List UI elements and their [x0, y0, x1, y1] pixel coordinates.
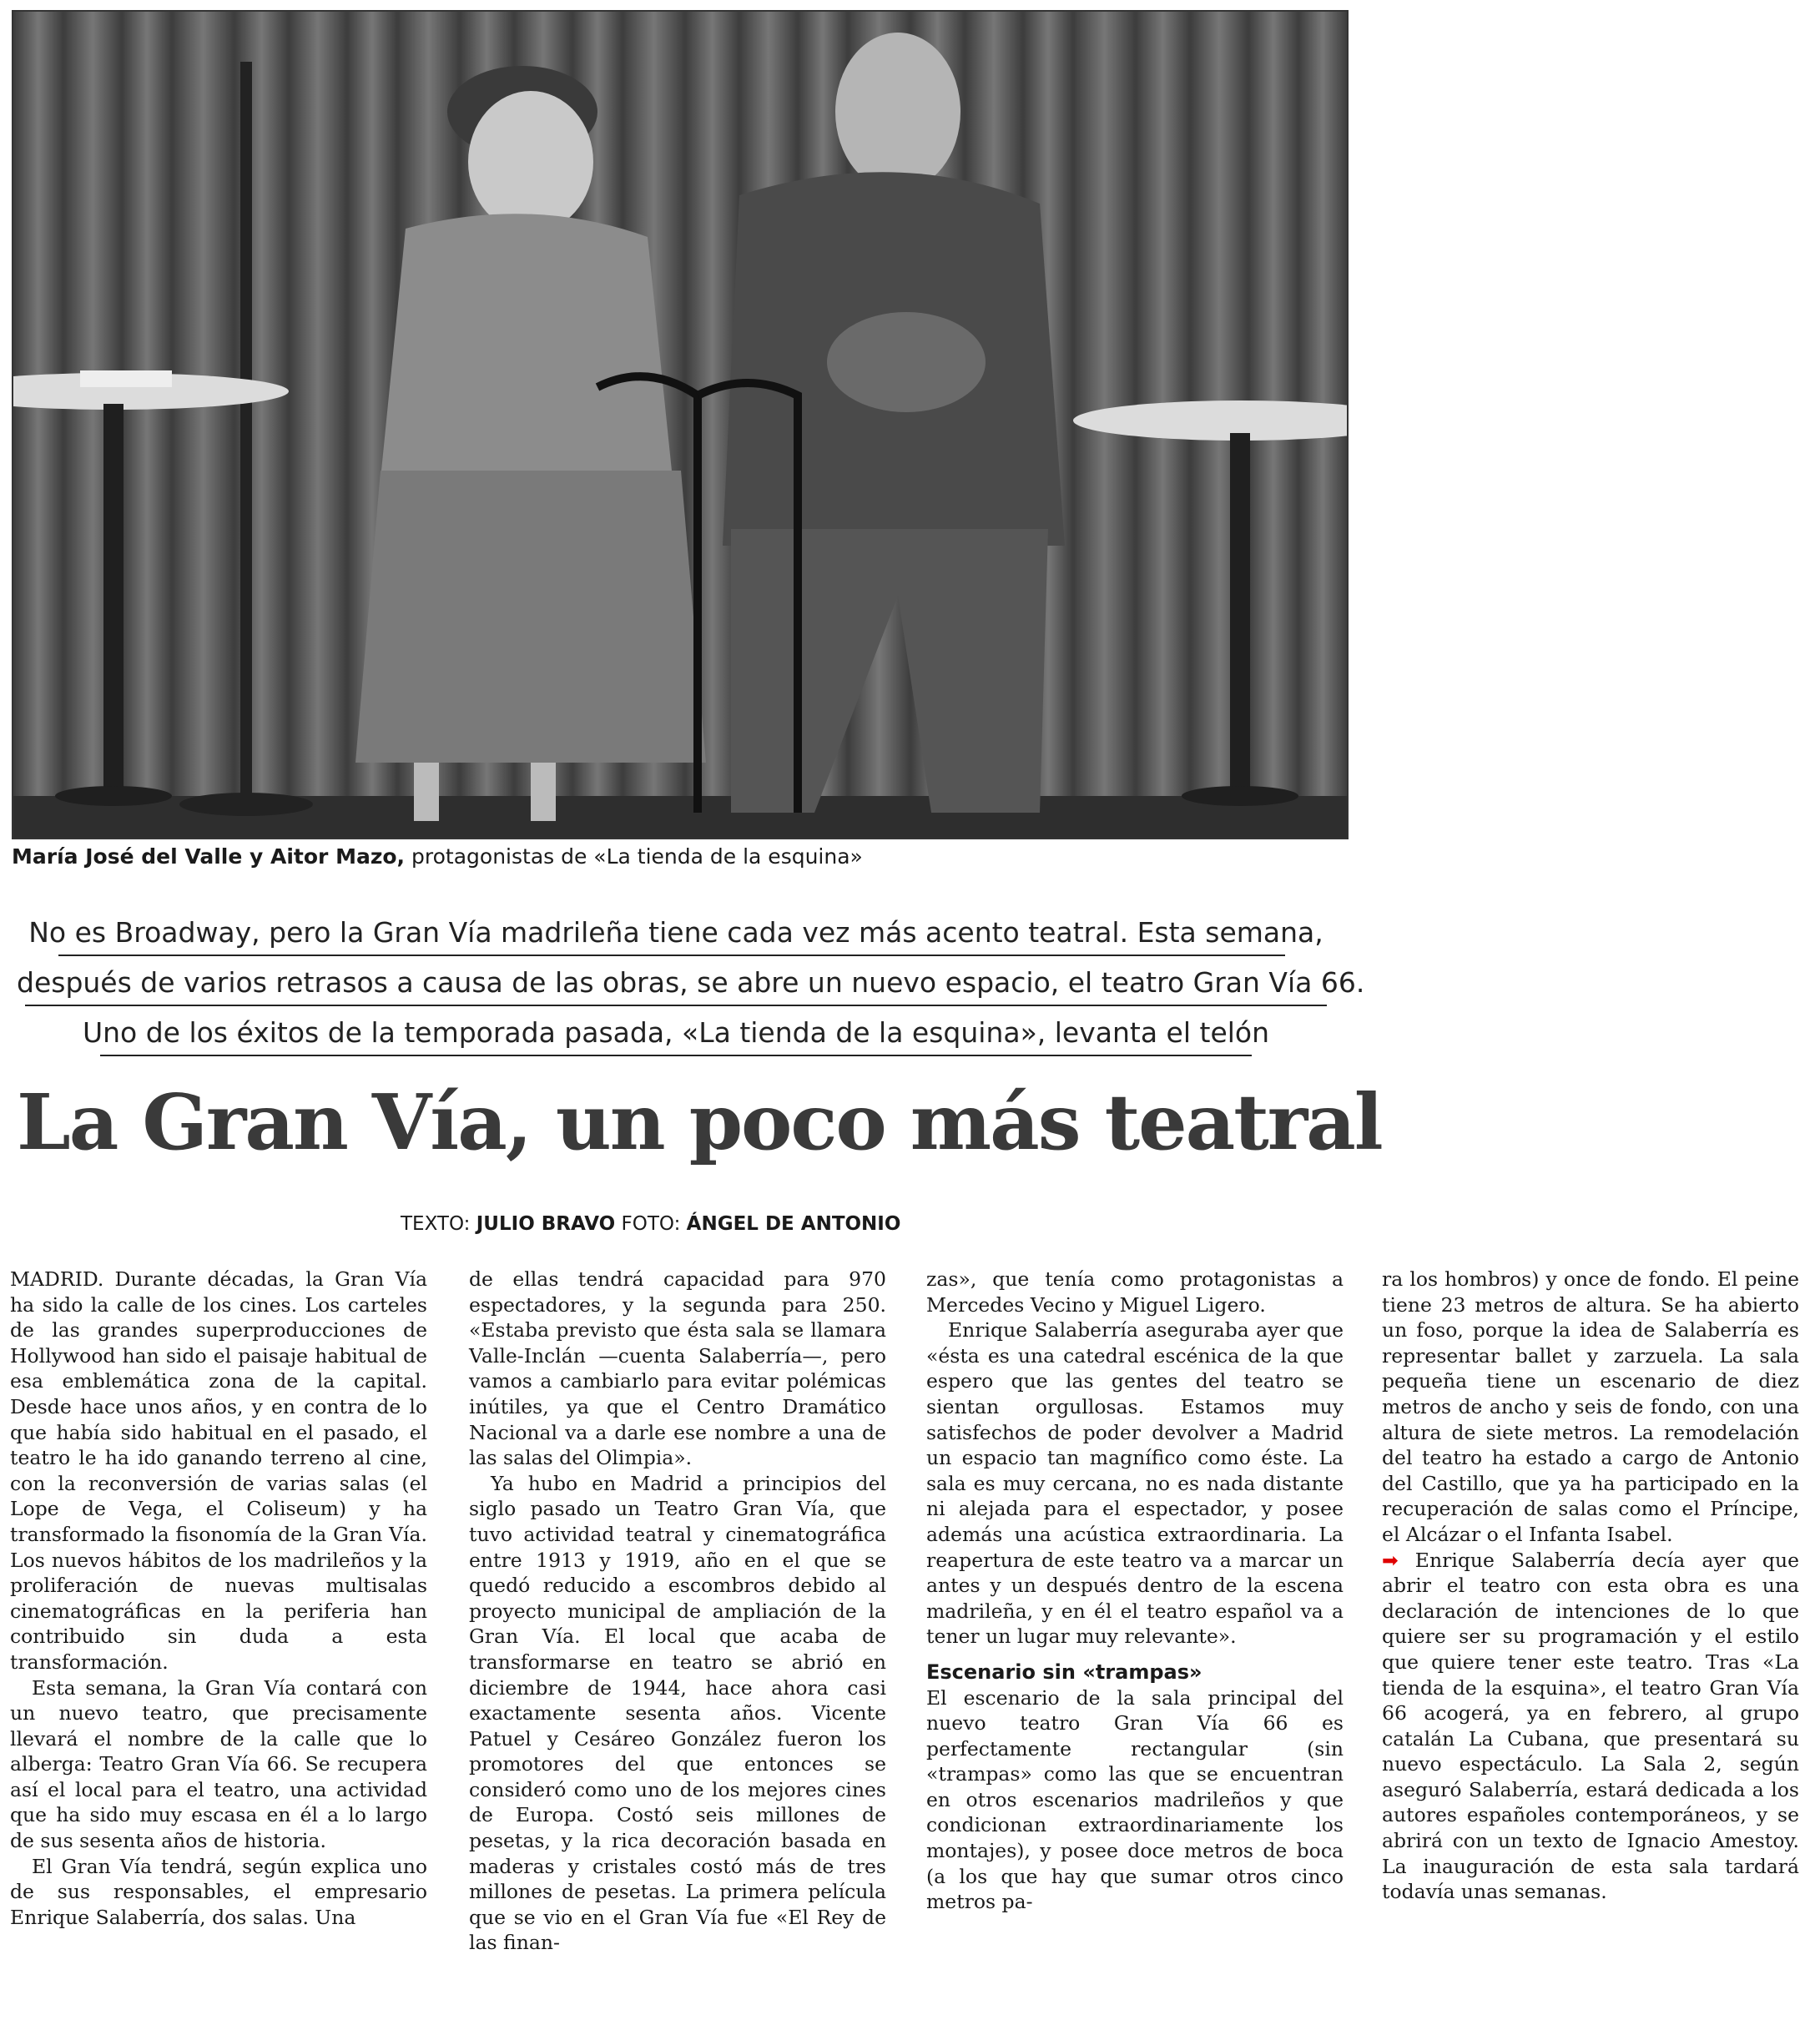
deck-line-1: No es Broadway, pero la Gran Vía madrileña tiene cada vez más acento teatral. Esta semana,: [28, 916, 1323, 949]
article-headline: La Gran Vía, un poco más teatral: [17, 1077, 1382, 1167]
paragraph: El escenario de la sala principal del nuevo teatro Gran Vía 66 es perfectamente rectangular (sin «trampas» como las que se encuentran en otros escenarios madrileños y que condicionan extraordinariamente los montajes), y posee doce metros de boca (a los que hay que sumar otros cinco metros pa-: [926, 1685, 1344, 1914]
paragraph: zas», que tenía como protagonistas a Mercedes Vecino y Miguel Ligero.: [926, 1267, 1344, 1317]
byline: [401, 1211, 985, 1237]
paragraph: Enrique Salaberría aseguraba ayer que «ésta es una catedral escénica de la que espero que las gentes del teatro se sientan orgullosas. Estamos muy satisfechos de poder devolver a Madrid un espacio tan magnífico como éste. La sala es muy cercana, no es nada distante ni alejada para el espectador, y posee además una acústica extraordinaria. La reapertura de este teatro va a marcar un antes y un después dentro de la escena madrileña, y en él el teatro español va a tener un lugar muy relevante».: [926, 1318, 1344, 1649]
paragraph: de ellas tendrá capacidad para 970 espectadores, y la segunda para 250. «Estaba previsto que ésta sala se llamara Valle-Inclán —cuenta Salaberría—, pero vamos a cambiarlo para evitar polémicas inútiles, ya que el Centro Dramático Nacional va a darle ese nombre a una de las salas del Olimpia».: [469, 1267, 886, 1470]
deck-line-2: después de varios retrasos a causa de las obras, se abre un nuevo espacio, el teatro Gran Vía 66.: [17, 966, 1365, 999]
paragraph-with-marker: [1382, 1548, 1799, 1905]
byline-text-label: TEXTO:: [401, 1213, 471, 1235]
article-column-1: [10, 1267, 427, 1930]
deck-rule-1: [58, 955, 1285, 956]
byline-photo-label: FOTO:: [621, 1213, 681, 1235]
stage-photo-illustration: [13, 12, 1347, 838]
deck-rule-3: [100, 1055, 1252, 1056]
byline-text-author: JULIO BRAVO: [476, 1213, 616, 1235]
paragraph: Ya hubo en Madrid a principios del siglo pasado un Teatro Gran Vía, que tuvo actividad teatral y cinematográfica entre 1913 y 1919, año en el que se quedó reducido a escombros debido al proyecto municipal de ampliación de la Gran Vía. El local que acaba de transformarse en teatro se abrió en diciembre de 1944, hace ahora casi exactamente sesenta años. Vicente Patuel y Cesáreo González fueron los promotores del que entonces se consideró como uno de los mejores cines de Europa. Costó seis millones de pesetas, y la rica decoración basada en maderas y cristales costó más de tres millones de pesetas. La primera película que se vio en el Gran Vía fue «El Rey de las finan-: [469, 1471, 886, 1955]
article-column-3: [926, 1267, 1344, 1915]
caption-names: María José del Valle y Aitor Mazo,: [12, 844, 406, 869]
deck-line-3: Uno de los éxitos de la temporada pasada, «La tienda de la esquina», levanta el telón: [82, 1016, 1270, 1049]
caption-text: protagonistas de «La tienda de la esquina»: [411, 844, 863, 869]
article-column-4: [1382, 1267, 1799, 1905]
photo-caption: [12, 843, 1347, 871]
red-arrow-icon: ➡: [1382, 1548, 1399, 1572]
article-photo: [12, 10, 1349, 839]
deck-rule-2: [25, 1005, 1327, 1006]
byline-photo-author: ÁNGEL DE ANTONIO: [686, 1213, 901, 1235]
paragraph: El Gran Vía tendrá, según explica uno de sus responsables, el empresario Enrique Salaberría, dos salas. Una: [10, 1854, 427, 1929]
paragraph: MADRID. Durante décadas, la Gran Vía ha sido la calle de los cines. Los carteles de las grandes superproducciones de Hollywood han sido el paisaje habitual de esa emblemática zona de la capital. Desde hace unos años, y en contra de lo que había sido habitual en el pasado, el teatro le ha ido ganando terreno al cine, con la reconversión de varias salas (el Lope de Vega, el Coliseum) y ha transformado la fisonomía de la Gran Vía. Los nuevos hábitos de los madrileños y la proliferación de nuevas multisalas cinematográficas en la periferia han contribuido sin duda a esta transformación.: [10, 1267, 427, 1674]
paragraph-text: Enrique Salaberría decía ayer que abrir el teatro con esta obra es una declaración de intenciones de lo que quiere ser su programación y el estilo que quiere tener este teatro. Tras «La tienda de la esquina», el teatro Gran Vía 66 acogerá, ya en febrero, al grupo catalán La Cubana, que presentará su nuevo espectáculo. La Sala 2, según aseguró Salaberría, estará dedicada a los autores españoles contemporáneos, y se abrirá con un texto de Ignacio Amestoy. La inauguración de esta sala tardará todavía unas semanas.: [1382, 1548, 1799, 1904]
section-subhead: Escenario sin «trampas»: [926, 1660, 1202, 1684]
paragraph: Esta semana, la Gran Vía contará con un nuevo teatro, que precisamente llevará el nombre de la calle que lo alberga: Teatro Gran Vía 66. Se recupera así el local para el teatro, una actividad que ha sido muy escasa en él a lo largo de sus sesenta años de historia.: [10, 1675, 427, 1853]
paragraph: ra los hombros) y once de fondo. El peine tiene 23 metros de altura. Se ha abierto un foso, porque la idea de Salaberría es representar ballet y zarzuela. La sala pequeña tiene un escenario de diez metros de ancho y seis de fondo, con una altura de siete metros. La remodelación del teatro ha estado a cargo de Antonio del Castillo, que ya ha participado en la recuperación de salas como el Príncipe, el Alcázar o el Infanta Isabel.: [1382, 1267, 1799, 1546]
article-column-2: [469, 1267, 886, 1956]
